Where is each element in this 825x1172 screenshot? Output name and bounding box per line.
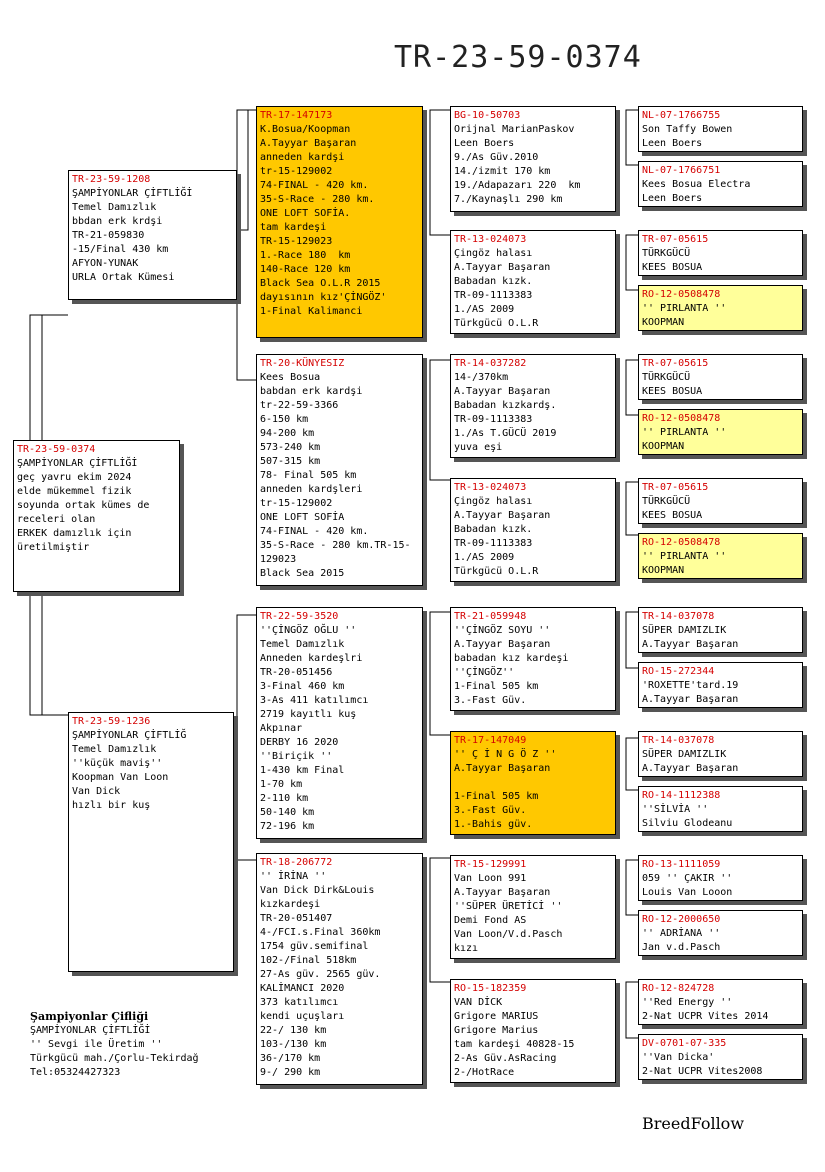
pedigree-line: Van Loon 991 (454, 873, 527, 884)
pedigree-line: VAN DİCK (454, 997, 503, 1008)
pedigree-line: KOOPMAN (642, 441, 685, 452)
pedigree-line: geç yavru ekim 2024 (17, 472, 132, 483)
ring-number: TR-07-05615 (642, 358, 709, 369)
pedigree-box-sire-dam[interactable] (256, 354, 423, 586)
ring-number: BG-10-50703 (454, 110, 521, 121)
pedigree-line: Babadan kızk. (454, 524, 533, 535)
pedigree-line (454, 776, 612, 790)
pedigree-line: SÜPER DAMIZLIK (642, 625, 727, 636)
pedigree-line: Anneden kardeşlri (260, 653, 363, 664)
pedigree-line: Van Dick (72, 786, 121, 797)
pedigree-line: 1./AS 2009 (454, 552, 515, 563)
ring-number: TR-23-59-1208 (72, 174, 151, 185)
pedigree-line: tam kardeşi (260, 222, 327, 233)
pedigree-line: Akpınar (260, 723, 303, 734)
pedigree-line: hızlı bir kuş (72, 800, 151, 811)
pedigree-line: dayısının kız'ÇİNGÖZ' (260, 292, 387, 303)
ring-number: TR-14-037078 (642, 611, 715, 622)
pedigree-line: tr-22-59-3366 (260, 400, 339, 411)
pedigree-line: Silviu Glodeanu (642, 818, 733, 829)
pedigree-box-sire[interactable] (68, 170, 237, 300)
pedigree-line: tr-15-129002 (260, 166, 333, 177)
pedigree-line: Van Dick Dirk&Louis (260, 885, 375, 896)
pedigree-line: ''Red Energy '' (642, 997, 733, 1008)
pedigree-box-subject[interactable] (13, 440, 180, 592)
ring-number: RO-14-1112388 (642, 790, 721, 801)
pedigree-line: TÜRKGÜCÜ (642, 496, 691, 507)
pedigree-line: 74-FINAL - 420 km. (260, 526, 369, 537)
pedigree-line: 1-Final 505 km (454, 791, 539, 802)
pedigree-line: TR-09-1113383 (454, 290, 533, 301)
pedigree-line: 1-430 km Final (260, 765, 345, 776)
pedigree-line: 2-As Güv.AsRacing (454, 1053, 557, 1064)
pedigree-line: Kees Bosua (260, 372, 321, 383)
pedigree-line: 2719 kayıtlı kuş (260, 709, 357, 720)
pedigree-line: 2-Nat UCPR Vites 2014 (642, 1011, 769, 1022)
pedigree-line: 3-As 411 katılımcı (260, 695, 369, 706)
pedigree-line: yuva eşi (454, 442, 503, 453)
ring-number: RO-12-0508478 (642, 537, 721, 548)
ring-number: RO-12-2000650 (642, 914, 721, 925)
pedigree-line: KOOPMAN (642, 565, 685, 576)
pedigree-line: Grigore Marius (454, 1025, 539, 1036)
pedigree-line: anneden kardşi (260, 152, 345, 163)
pedigree-box-dss[interactable] (450, 607, 616, 711)
pedigree-line: KEES BOSUA (642, 510, 703, 521)
pedigree-box-g8[interactable] (638, 533, 803, 579)
pedigree-box-dsd[interactable] (450, 731, 616, 835)
ring-number: TR-17-147173 (260, 110, 333, 121)
ring-number: TR-23-59-1236 (72, 716, 151, 727)
pedigree-line: Çingöz halası (454, 496, 533, 507)
pedigree-box-g4[interactable] (638, 285, 803, 331)
pedigree-line: 14-/370km (454, 372, 509, 383)
pedigree-line: URLA Ortak Kümesi (72, 272, 175, 283)
pedigree-line: TÜRKGÜCÜ (642, 248, 691, 259)
pedigree-line: Grigore MARIUS (454, 1011, 539, 1022)
breeder-name: Şampiyonlar Çifliği (30, 1010, 149, 1023)
pedigree-line: 573-240 km (260, 442, 321, 453)
ring-number: RO-15-272344 (642, 666, 715, 677)
pedigree-box-g13[interactable] (638, 855, 803, 901)
pedigree-line: Türkgücü O.L.R (454, 318, 539, 329)
pedigree-line: elde mükemmel fizik (17, 486, 132, 497)
pedigree-line: ''küçük maviş'' (72, 758, 163, 769)
pedigree-line: 1./AS 2009 (454, 304, 515, 315)
breeder-line: ŞAMPİYONLAR ÇİFTLİĞİ (30, 1025, 151, 1036)
pedigree-line: 14./izmit 170 km (454, 166, 551, 177)
pedigree-line: 2-/HotRace (454, 1067, 515, 1078)
pedigree-line: 4-/FCI.s.Final 360km (260, 927, 381, 938)
pedigree-line: KEES BOSUA (642, 262, 703, 273)
pedigree-line: kızı (454, 943, 479, 954)
pedigree-line: TR-09-1113383 (454, 538, 533, 549)
pedigree-line: kendi uçuşları (260, 1011, 345, 1022)
pedigree-line: Son Taffy Bowen (642, 124, 733, 135)
pedigree-line: 3.-Fast Güv. (454, 805, 527, 816)
pedigree-line: -15/Final 430 km (72, 244, 169, 255)
pedigree-line: 1754 güv.semifinal (260, 941, 369, 952)
pedigree-line: '' PIRLANTA '' (642, 303, 727, 314)
pedigree-box-g2[interactable] (638, 161, 803, 207)
pedigree-box-ddd[interactable] (450, 979, 616, 1083)
pedigree-line: ŞAMPİYONLAR ÇİFTLİĞİ (72, 188, 193, 199)
pedigree-line: ''Van Dicka' (642, 1052, 715, 1063)
ring-number: TR-23-59-0374 (17, 444, 96, 455)
pedigree-line: ONE LOFT SOFİA (260, 512, 345, 523)
pedigree-line: Black Sea 2015 (260, 568, 345, 579)
pedigree-line: KALİMANCI 2020 (260, 983, 345, 994)
pedigree-line: 72-196 km (260, 821, 315, 832)
breeder-info (30, 1010, 199, 1080)
pedigree-line: TR-15-129023 (260, 236, 333, 247)
ring-number: TR-18-206772 (260, 857, 333, 868)
pedigree-box-g11[interactable] (638, 731, 803, 777)
pedigree-line: A.Tayyar Başaran (454, 763, 551, 774)
pedigree-line: ''ÇİNGÖZ OĞLU '' (260, 625, 357, 636)
pedigree-line: receleri olan (17, 514, 96, 525)
pedigree-line: 2-Nat UCPR Vites2008 (642, 1066, 763, 1077)
pedigree-line: 35-S-Race - 280 km. (260, 194, 375, 205)
pedigree-line: tr-15-129002 (260, 498, 333, 509)
pedigree-line: 102-/Final 518km (260, 955, 357, 966)
pedigree-line: A.Tayyar Başaran (642, 763, 739, 774)
pedigree-box-sdd[interactable] (450, 478, 616, 582)
pedigree-line: 27-As güv. 2565 güv. (260, 969, 381, 980)
pedigree-line: 1-Final 505 km (454, 681, 539, 692)
pedigree-line: ''Biriçik '' (260, 751, 333, 762)
pedigree-box-g16[interactable] (638, 1034, 803, 1080)
pedigree-line: TR-20-051456 (260, 667, 333, 678)
pedigree-line: 78- Final 505 km (260, 470, 357, 481)
ring-number: RO-13-1111059 (642, 859, 721, 870)
pedigree-line: 1./As T.GÜCÜ 2019 (454, 428, 557, 439)
ring-number: TR-07-05615 (642, 482, 709, 493)
pedigree-line: üretilmiştir (17, 542, 90, 553)
pedigree-line: SÜPER DAMIZLIK (642, 749, 727, 760)
ring-number: RO-12-0508478 (642, 413, 721, 424)
pedigree-line: Black Sea O.L.R 2015 (260, 278, 381, 289)
ring-number: TR-13-024073 (454, 482, 527, 493)
pedigree-box-g6[interactable] (638, 409, 803, 455)
pedigree-line: ''ÇİNGÖZ SOYU '' (454, 625, 551, 636)
pedigree-box-sds[interactable] (450, 354, 616, 458)
pedigree-line: 2-110 km (260, 793, 309, 804)
pedigree-line: 'ROXETTE'tard.19 (642, 680, 739, 691)
pedigree-line: babadan kız kardeşi (454, 653, 569, 664)
ring-number: TR-14-037078 (642, 735, 715, 746)
pedigree-line: bbdan erk krdşi (72, 216, 163, 227)
pedigree-line: 6-150 km (260, 414, 309, 425)
pedigree-line: KOOPMAN (642, 317, 685, 328)
ring-number: TR-15-129991 (454, 859, 527, 870)
pedigree-line: Çingöz halası (454, 248, 533, 259)
pedigree-line: Babadan kızkardş. (454, 400, 557, 411)
pedigree-line: Jan v.d.Pasch (642, 942, 721, 953)
pedigree-line: Koopman Van Loon (72, 772, 169, 783)
pedigree-box-g1[interactable] (638, 106, 803, 152)
pedigree-line: babdan erk kardşi (260, 386, 363, 397)
pedigree-line: 3-Final 460 km (260, 681, 345, 692)
ring-number: RO-15-182359 (454, 983, 527, 994)
pedigree-line: TR-09-1113383 (454, 414, 533, 425)
breeder-line: Tel:05324427323 (30, 1067, 121, 1078)
breeder-line: Türkgücü mah./Çorlu-Tekirdağ (30, 1053, 199, 1064)
ring-number: TR-17-147049 (454, 735, 527, 746)
pedigree-line: ERKEK damızlık için (17, 528, 132, 539)
pedigree-line: 19./Adapazarı 220 km (454, 180, 581, 191)
pedigree-box-g15[interactable] (638, 979, 803, 1025)
pedigree-line: '' PIRLANTA '' (642, 427, 727, 438)
pedigree-box-g10[interactable] (638, 662, 803, 708)
pedigree-box-g14[interactable] (638, 910, 803, 956)
ring-number: TR-13-024073 (454, 234, 527, 245)
pedigree-line: A.Tayyar Başaran (454, 386, 551, 397)
pedigree-line: 140-Race 120 km (260, 264, 351, 275)
pedigree-line: ŞAMPİYONLAR ÇİFTLİĞ (72, 730, 187, 741)
pedigree-line: ''ÇİNGÖZ'' (454, 667, 515, 678)
pedigree-line: A.Tayyar Başaran (260, 138, 357, 149)
pedigree-box-g7[interactable] (638, 478, 803, 524)
ring-number: RO-12-824728 (642, 983, 715, 994)
pedigree-line: 36-/170 km (260, 1053, 321, 1064)
pedigree-line: '' ADRİANA '' (642, 928, 721, 939)
ring-number: RO-12-0508478 (642, 289, 721, 300)
pedigree-box-sire-sire[interactable] (256, 106, 423, 338)
pedigree-line: anneden kardşleri (260, 484, 363, 495)
pedigree-line: '' İRİNA '' (260, 871, 327, 882)
pedigree-line: 1-Final Kalimanci (260, 306, 363, 317)
pedigree-line: Türkgücü O.L.R (454, 566, 539, 577)
ring-number: TR-22-59-3520 (260, 611, 339, 622)
pedigree-line: TR-21-059830 (72, 230, 145, 241)
pedigree-line: Temel Damızlık (260, 639, 345, 650)
pedigree-box-g5[interactable] (638, 354, 803, 400)
pedigree-line: K.Bosua/Koopman (260, 124, 351, 135)
page-title: TR-23-59-0374 (394, 40, 642, 75)
breeder-line: '' Sevgi ile Üretim '' (30, 1039, 163, 1050)
pedigree-line: KEES BOSUA (642, 386, 703, 397)
pedigree-line: 74-FINAL - 420 km. (260, 180, 369, 191)
pedigree-line: Temel Damızlık (72, 202, 157, 213)
pedigree-line: A.Tayyar Başaran (454, 510, 551, 521)
pedigree-line: 9./As Güv.2010 (454, 152, 539, 163)
pedigree-box-g9[interactable] (638, 607, 803, 653)
pedigree-line: Leen Boers (642, 193, 703, 204)
pedigree-line: 059 '' ÇAKIR '' (642, 873, 733, 884)
pedigree-box-g12[interactable] (638, 786, 803, 832)
pedigree-line: Van Loon/V.d.Pasch (454, 929, 563, 940)
pedigree-line: Temel Damızlık (72, 744, 157, 755)
pedigree-line: A.Tayyar Başaran (642, 694, 739, 705)
pedigree-line: Demi Fond AS (454, 915, 527, 926)
pedigree-box-dds[interactable] (450, 855, 616, 959)
pedigree-line: TÜRKGÜCÜ (642, 372, 691, 383)
pedigree-box-g3[interactable] (638, 230, 803, 276)
ring-number: TR-20-KÜNYESIZ (260, 358, 345, 369)
ring-number: NL-07-1766751 (642, 165, 721, 176)
pedigree-line: 94-200 km (260, 428, 315, 439)
pedigree-line: DERBY 16 2020 (260, 737, 339, 748)
pedigree-line: 103-/130 km (260, 1039, 327, 1050)
pedigree-line: 373 katılımcı (260, 997, 339, 1008)
pedigree-line: '' Ç İ N G Ö Z '' (454, 749, 557, 760)
pedigree-line: A.Tayyar Başaran (454, 887, 551, 898)
pedigree-line: Babadan kızk. (454, 276, 533, 287)
pedigree-box-dam-dam[interactable] (256, 853, 423, 1085)
ring-number: NL-07-1766755 (642, 110, 721, 121)
pedigree-box-dam-sire[interactable] (256, 607, 423, 839)
ring-number: TR-07-05615 (642, 234, 709, 245)
pedigree-line: soyunda ortak kümes de (17, 500, 150, 511)
pedigree-line: 1.-Bahis güv. (454, 819, 533, 830)
pedigree-line: 1-70 km (260, 779, 303, 790)
pedigree-line: AFYON-YUNAK (72, 258, 139, 269)
pedigree-line: Louis Van Looon (642, 887, 733, 898)
pedigree-line: 507-315 km (260, 456, 321, 467)
pedigree-box-sss[interactable] (450, 106, 616, 212)
pedigree-line: 7./Kaynaşlı 290 km (454, 194, 563, 205)
pedigree-line: Kees Bosua Electra (642, 179, 751, 190)
pedigree-box-dam[interactable] (68, 712, 234, 972)
pedigree-line: ''SÜPER ÜRETİCİ '' (454, 901, 563, 912)
pedigree-line: ONE LOFT SOFİA. (260, 208, 351, 219)
ring-number: TR-14-037282 (454, 358, 527, 369)
pedigree-line: 22-/ 130 km (260, 1025, 327, 1036)
pedigree-line: Leen Boers (642, 138, 703, 149)
pedigree-line: ŞAMPİYONLAR ÇİFTLİĞİ (17, 458, 138, 469)
pedigree-line: Leen Boers (454, 138, 515, 149)
pedigree-line: 50-140 km (260, 807, 315, 818)
pedigree-line: TR-20-051407 (260, 913, 333, 924)
pedigree-line: A.Tayyar Başaran (454, 639, 551, 650)
ring-number: DV-0701-07-335 (642, 1038, 727, 1049)
pedigree-line: A.Tayyar Başaran (642, 639, 739, 650)
pedigree-line: ''SİLVİA '' (642, 804, 709, 815)
pedigree-line: kızkardeşi (260, 899, 321, 910)
ring-number: TR-21-059948 (454, 611, 527, 622)
pedigree-line: 35-S-Race - 280 km.TR-15-129023 (260, 540, 411, 565)
pedigree-line: Orijnal MarianPaskov (454, 124, 575, 135)
brand-logo: BreedFollow (642, 1114, 745, 1133)
pedigree-line: A.Tayyar Başaran (454, 262, 551, 273)
pedigree-box-ssd[interactable] (450, 230, 616, 334)
pedigree-line: 3.-Fast Güv. (454, 695, 527, 706)
pedigree-line: 9-/ 290 km (260, 1067, 321, 1078)
pedigree-line: '' PIRLANTA '' (642, 551, 727, 562)
pedigree-line: tam kardeşi 40828-15 (454, 1039, 575, 1050)
pedigree-line: 1.-Race 180 km (260, 250, 351, 261)
